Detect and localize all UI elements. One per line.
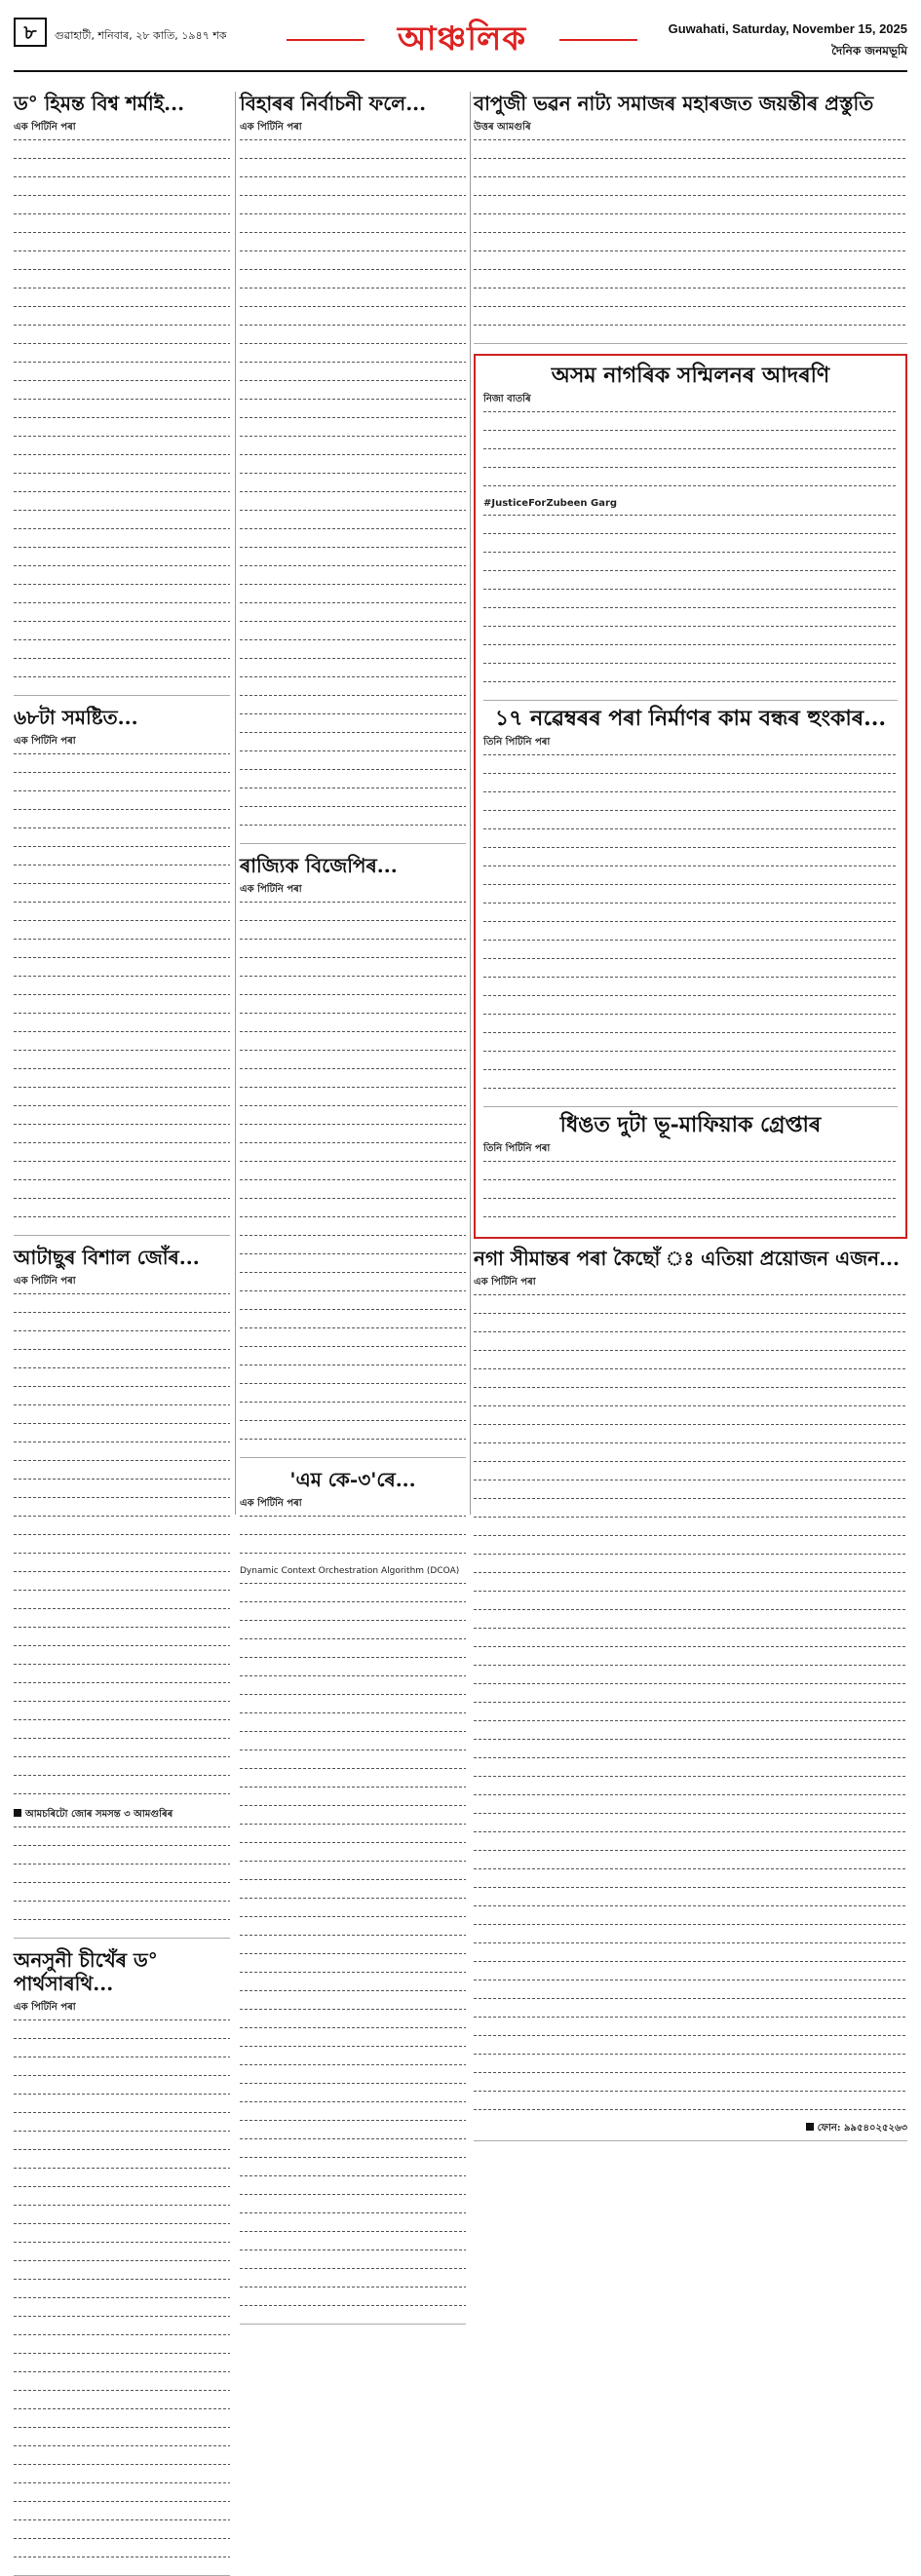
text-lines xyxy=(483,754,898,1100)
bullet-icon xyxy=(14,1809,21,1817)
dateline: এক পিটিনি পৰা xyxy=(240,1498,302,1509)
text-lines xyxy=(14,1293,230,1806)
article-body xyxy=(474,121,907,337)
article-state-bjp xyxy=(240,854,466,1458)
headline: নগা সীমান্তৰ পৰা কৈছোঁ ঃ এতিয়া প্ৰয়োজন এজন... xyxy=(474,1247,900,1270)
article-body xyxy=(14,735,230,1229)
text-lines xyxy=(474,1294,907,2122)
headline: ৰাজ্যিক বিজেপিৰ... xyxy=(240,854,398,877)
column-middle xyxy=(240,92,466,1576)
article-body xyxy=(14,1275,230,1932)
text-lines xyxy=(14,753,230,1229)
dateline: এক পিটিনি পৰা xyxy=(14,122,76,133)
date-assamese: গুৱাহাটী, শনিবাৰ, ২৮ কাতি, ১৯৪৭ শক xyxy=(55,29,227,42)
dateline: এক পিটিনি পৰা xyxy=(474,1277,536,1288)
article-bihar xyxy=(240,92,466,844)
article-naga-border xyxy=(474,1247,907,2141)
hashtag: #JusticeForZubeen Garg xyxy=(483,498,618,509)
text-lines xyxy=(483,411,898,498)
paper-name: দৈনিক জনমভূমি xyxy=(831,44,907,58)
article-body xyxy=(240,1497,466,2318)
headline: অনসুনী চীখেঁৰ ড° পাৰ্থসাৰথি... xyxy=(14,1948,158,1995)
dateline: তিনি পিটিনি পৰা xyxy=(483,1143,551,1154)
headline: আটাছুৰ বিশাল জোঁৰ... xyxy=(14,1246,200,1269)
text-lines xyxy=(14,1826,230,1932)
dateline: এক পিটিনি পৰা xyxy=(14,2002,76,2013)
article-body xyxy=(240,121,466,837)
article-body xyxy=(14,2001,230,2569)
article-aasu xyxy=(14,1246,230,1939)
dateline: তিনি পিটিনি পৰা xyxy=(483,737,551,748)
text-lines xyxy=(240,1583,466,2318)
dateline: এক পিটিনি পৰা xyxy=(14,1276,76,1287)
text-lines xyxy=(240,1516,466,1565)
masthead-logo: আঞ্চলিক xyxy=(365,14,559,58)
headline: ড° হিমন্ত বিশ্ব শৰ্মাই... xyxy=(14,92,185,115)
article-bapuji-bhawan xyxy=(474,92,907,344)
article-body xyxy=(240,883,466,1451)
article-mk3 xyxy=(240,1468,466,2325)
text-lines xyxy=(483,1161,898,1229)
phone-number: ফোন: ৯৯৫৪০২৫২৬৩ xyxy=(817,2123,907,2134)
subhead-text: আমচৰিটো জোৰ সমসন্ত ৩ আমগুৰিৰ xyxy=(25,1809,173,1820)
headline: অসম নাগৰিক সন্মিলনৰ আদৰণি xyxy=(551,363,830,388)
article-body xyxy=(483,1142,898,1229)
boxed-article-citizens-forum xyxy=(474,354,907,1239)
article-body xyxy=(483,393,898,694)
headline: 'এম কে-৩'ৰে... xyxy=(289,1468,416,1491)
article-himanta xyxy=(14,92,230,696)
dcoa-term: Dynamic Context Orchestration Algorithm (DCOA) xyxy=(240,1566,460,1576)
dateline: এক পিটিনি পৰা xyxy=(240,122,302,133)
phone-line xyxy=(474,2122,907,2134)
article-68-constituencies xyxy=(14,706,230,1236)
article-parthasarathi xyxy=(14,1948,230,2576)
date-english: Guwahati, Saturday, November 15, 2025 xyxy=(668,21,907,36)
page-number: ৮ xyxy=(14,18,47,47)
bullet-icon xyxy=(806,2123,814,2131)
text-lines xyxy=(240,139,466,837)
column-right xyxy=(474,92,907,2151)
article-land-mafia xyxy=(483,1106,898,1229)
dateline: এক পিটিনি পৰা xyxy=(14,736,76,747)
headline: ধিঙত দুটা ভূ-মাফিয়াক গ্ৰেপ্তাৰ xyxy=(559,1112,822,1137)
headline: ৬৮টা সমষ্টিত... xyxy=(14,706,138,729)
masthead xyxy=(14,14,907,72)
text-lines xyxy=(483,515,898,694)
text-lines xyxy=(240,902,466,1451)
text-lines xyxy=(474,139,907,337)
text-lines xyxy=(14,139,230,689)
headline: বিহাৰৰ নিৰ্বাচনী ফলে... xyxy=(240,92,427,115)
article-construction-halt xyxy=(483,700,898,1100)
dateline: উত্তৰ আমগুৰি xyxy=(474,122,531,133)
newspaper-page xyxy=(14,14,907,2134)
headline: বাপুজী ভৱন নাট্য সমাজৰ মহাৰজত জয়ন্তীৰ প্ৰস্তুতি xyxy=(474,92,874,115)
column-rule xyxy=(470,92,471,1515)
text-lines xyxy=(14,2019,230,2569)
article-body xyxy=(14,121,230,689)
column-rule xyxy=(235,92,236,1515)
headline: ১৭ নৱেম্বৰৰ পৰা নিৰ্মাণৰ কাম বন্ধৰ হুংকাৰ... xyxy=(494,706,887,731)
column-left xyxy=(14,92,230,2013)
dateline: এক পিটিনি পৰা xyxy=(240,884,302,895)
article-body xyxy=(474,1276,907,2134)
subhead-note xyxy=(14,1808,230,1821)
article-body xyxy=(483,736,898,1100)
dateline: নিজা বাতৰি xyxy=(483,394,531,404)
